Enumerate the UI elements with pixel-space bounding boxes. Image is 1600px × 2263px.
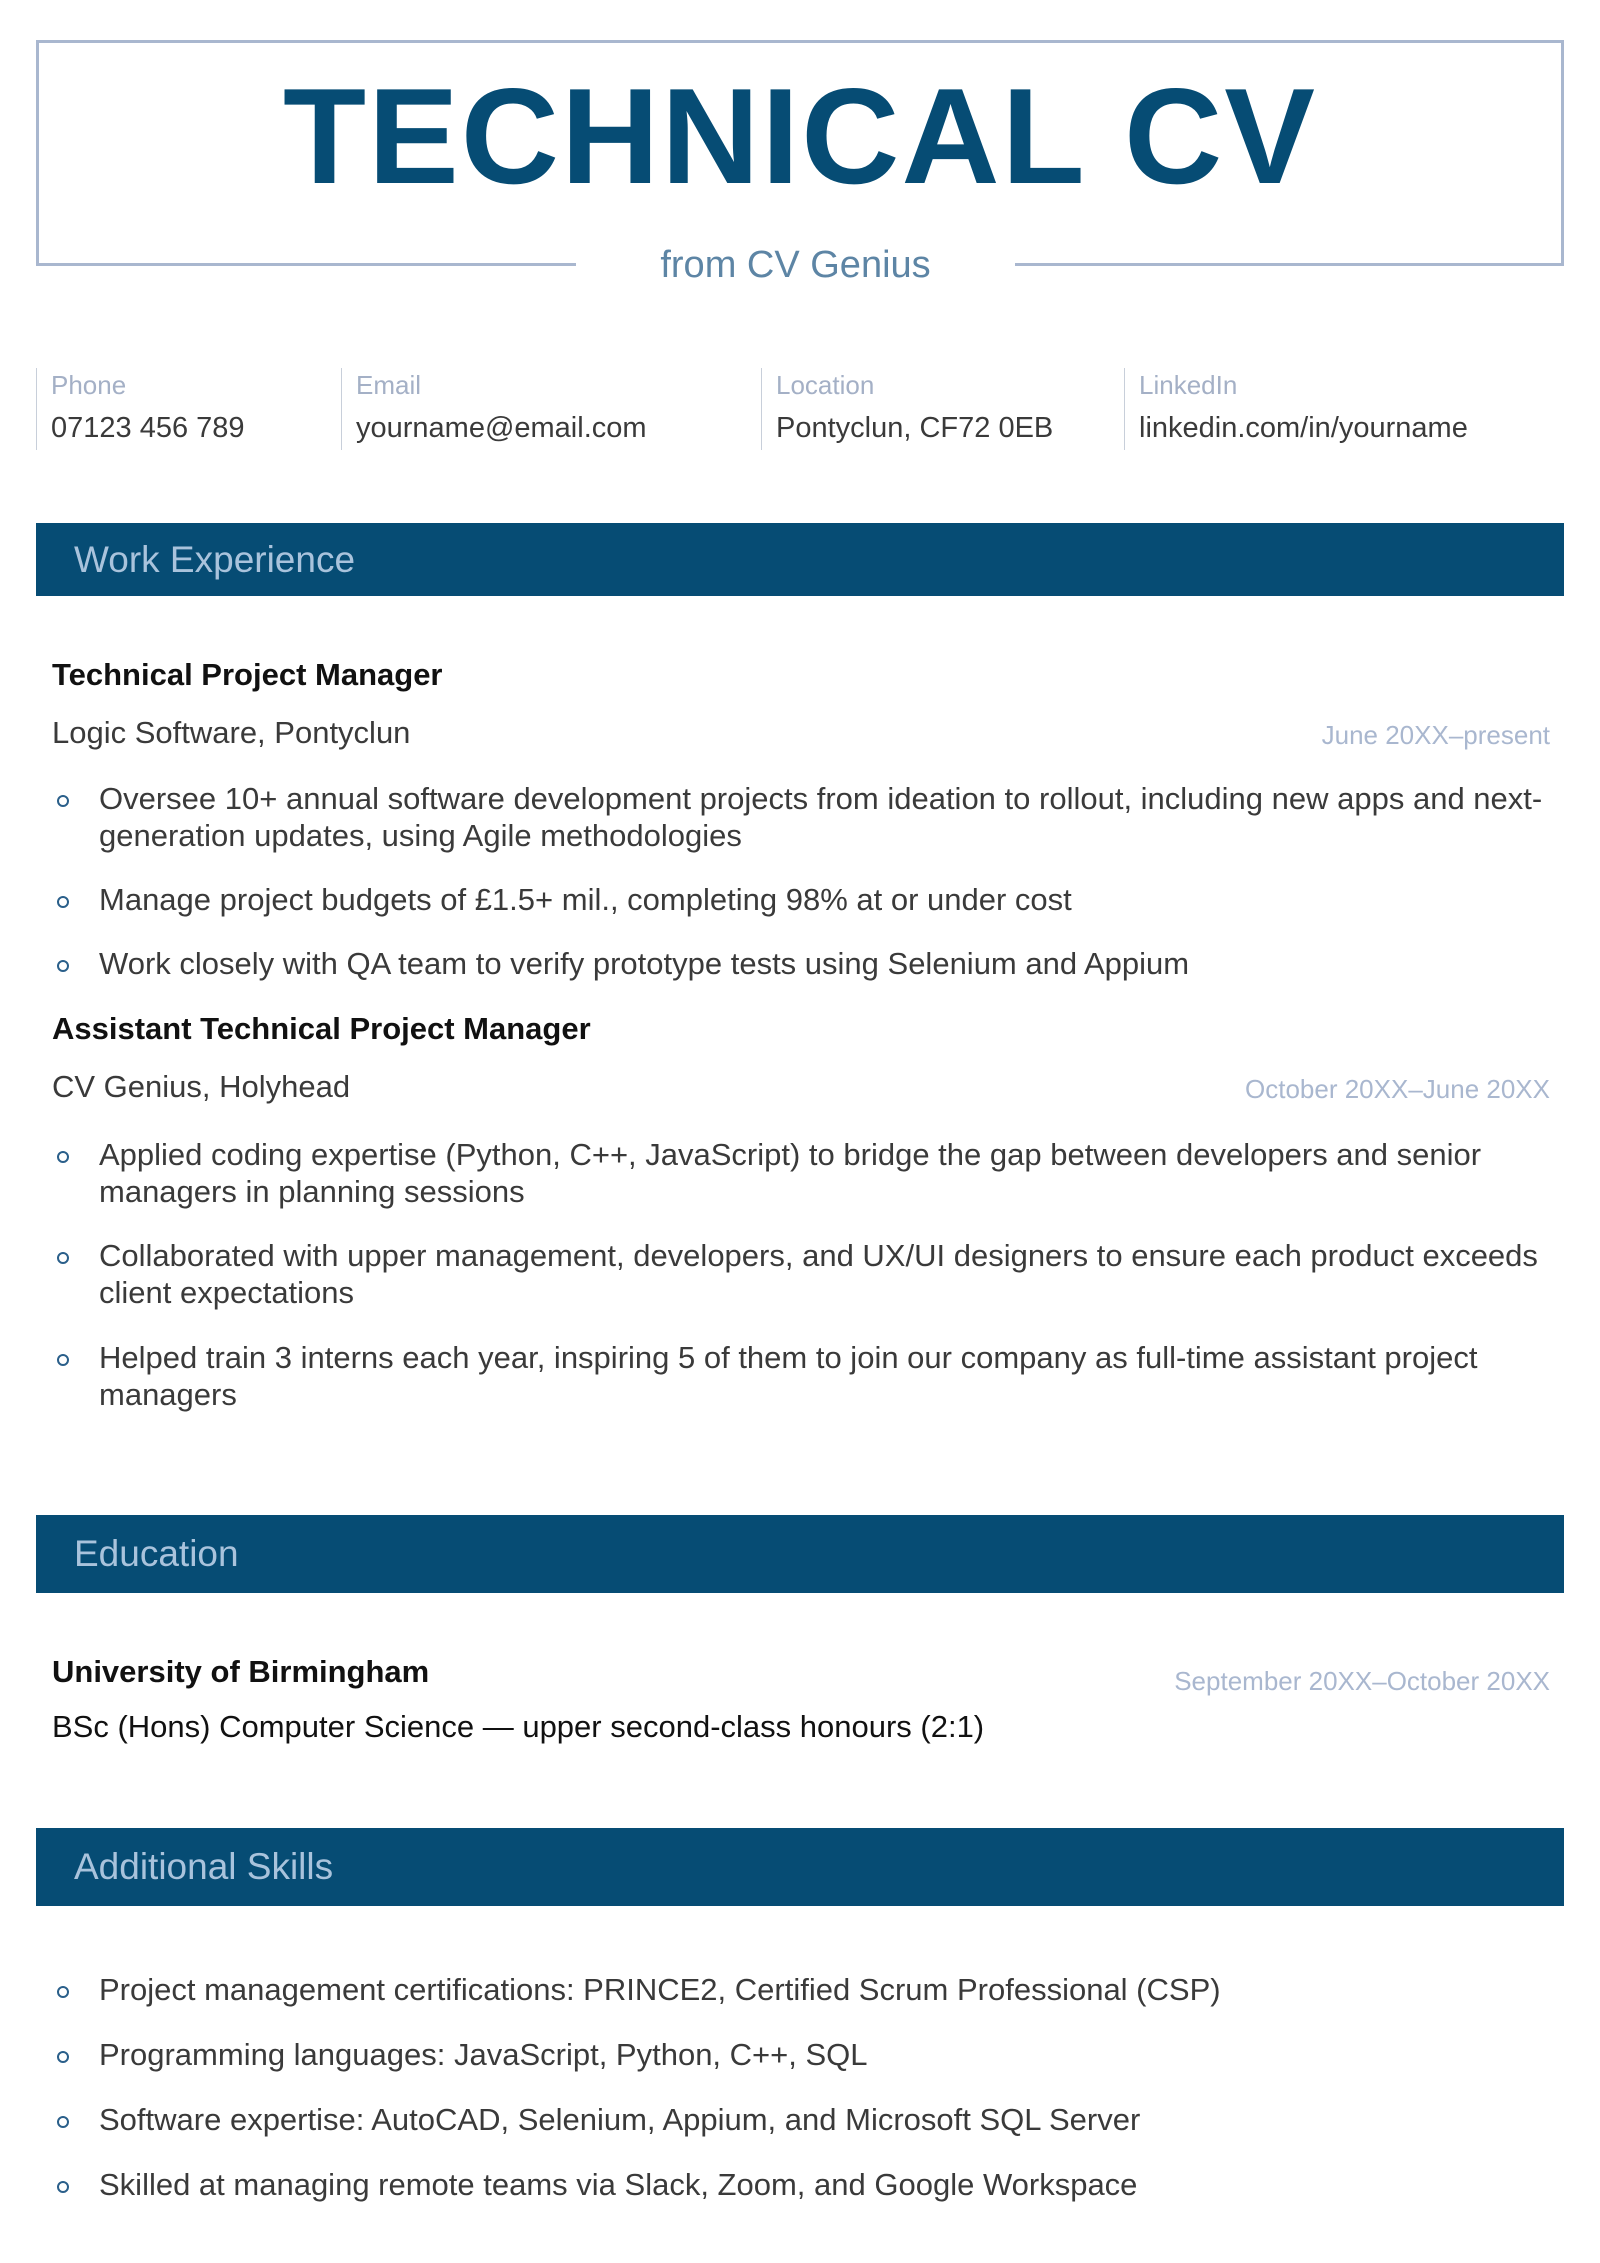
section-additional-skills bbox=[36, 1828, 1564, 1906]
bullet-text: Skilled at managing remote teams via Slack, Zoom, and Google Workspace bbox=[99, 2167, 1138, 2202]
bullet-icon bbox=[57, 2116, 69, 2128]
list-item bbox=[52, 2166, 1562, 2203]
contact-value: yourname@email.com bbox=[356, 412, 647, 444]
job-dates: October 20XX–June 20XX bbox=[1245, 1074, 1550, 1104]
job-bullets bbox=[52, 1136, 1562, 1413]
bullet-text: Manage project budgets of £1.5+ mil., completing 98% at or under cost bbox=[99, 882, 1072, 917]
bullet-icon bbox=[57, 2051, 69, 2063]
contact-email bbox=[341, 368, 761, 450]
bullet-icon bbox=[57, 1986, 69, 1998]
job-company: CV Genius, Holyhead bbox=[52, 1069, 351, 1104]
contact-label: Phone bbox=[51, 370, 127, 400]
contact-value: linkedin.com/in/yourname bbox=[1139, 412, 1468, 444]
bullet-text: Work closely with QA team to verify prototype tests using Selenium and Appium bbox=[99, 946, 1190, 981]
page-title: TECHNICAL CV bbox=[283, 60, 1317, 212]
job-bullets bbox=[52, 780, 1562, 982]
bullet-icon bbox=[57, 896, 69, 908]
title-frame-line-left bbox=[36, 263, 576, 266]
bullet-icon bbox=[57, 2181, 69, 2193]
list-item bbox=[52, 1339, 1562, 1413]
contact-value: 07123 456 789 bbox=[51, 412, 245, 444]
bullet-icon bbox=[57, 960, 69, 972]
title-frame-line-right bbox=[1015, 263, 1564, 266]
job-dates: June 20XX–present bbox=[1321, 720, 1550, 750]
section-heading: Additional Skills bbox=[74, 1846, 334, 1887]
skills-list bbox=[52, 1971, 1562, 2203]
section-heading: Education bbox=[74, 1533, 239, 1574]
job-title: Technical Project Manager bbox=[52, 657, 443, 692]
section-work-experience bbox=[36, 523, 1564, 596]
section-heading: Work Experience bbox=[74, 538, 356, 580]
section-education bbox=[36, 1515, 1564, 1593]
education-degree: BSc (Hons) Computer Science — upper second-class honours (2:1) bbox=[52, 1709, 985, 1744]
list-item bbox=[52, 2101, 1562, 2138]
bullet-text: Programming languages: JavaScript, Python, C++, SQL bbox=[99, 2037, 868, 2072]
contact-value: Pontyclun, CF72 0EB bbox=[776, 412, 1054, 444]
list-item bbox=[52, 1237, 1562, 1311]
bullet-text: Project management certifications: PRINCE2, Certified Scrum Professional (CSP) bbox=[99, 1972, 1221, 2007]
list-item bbox=[52, 780, 1562, 854]
education-school: University of Birmingham bbox=[52, 1654, 430, 1689]
contact-row bbox=[36, 368, 1564, 450]
job-company: Logic Software, Pontyclun bbox=[52, 715, 411, 750]
list-item bbox=[52, 881, 1562, 918]
job-title: Assistant Technical Project Manager bbox=[52, 1011, 591, 1046]
contact-label: Location bbox=[776, 370, 875, 400]
contact-phone bbox=[36, 368, 341, 450]
contact-location bbox=[761, 368, 1124, 450]
list-item bbox=[52, 1136, 1562, 1210]
bullet-text: Collaborated with upper management, developers, and UX/UI designers to ensure each product exceeds client expectations bbox=[99, 1238, 1538, 1310]
bullet-text: Applied coding expertise (Python, C++, JavaScript) to bridge the gap between developers and senior managers in planning sessions bbox=[99, 1137, 1482, 1209]
page-subtitle: from CV Genius bbox=[660, 244, 931, 286]
bullet-icon bbox=[57, 795, 69, 807]
list-item bbox=[52, 2036, 1562, 2073]
list-item bbox=[52, 1971, 1562, 2008]
contact-label: Email bbox=[356, 370, 422, 400]
bullet-text: Software expertise: AutoCAD, Selenium, Appium, and Microsoft SQL Server bbox=[99, 2102, 1141, 2137]
bullet-icon bbox=[57, 1151, 69, 1163]
list-item bbox=[52, 945, 1562, 982]
bullet-icon bbox=[57, 1252, 69, 1264]
bullet-icon bbox=[57, 1354, 69, 1366]
contact-linkedin bbox=[1124, 368, 1564, 450]
bullet-text: Oversee 10+ annual software development projects from ideation to rollout, including new apps and next-generation updates, using Agile methodologies bbox=[99, 781, 1543, 853]
contact-label: LinkedIn bbox=[1139, 370, 1238, 400]
education-dates: September 20XX–October 20XX bbox=[1174, 1666, 1550, 1696]
bullet-text: Helped train 3 interns each year, inspiring 5 of them to join our company as full-time assistant project managers bbox=[99, 1340, 1478, 1412]
